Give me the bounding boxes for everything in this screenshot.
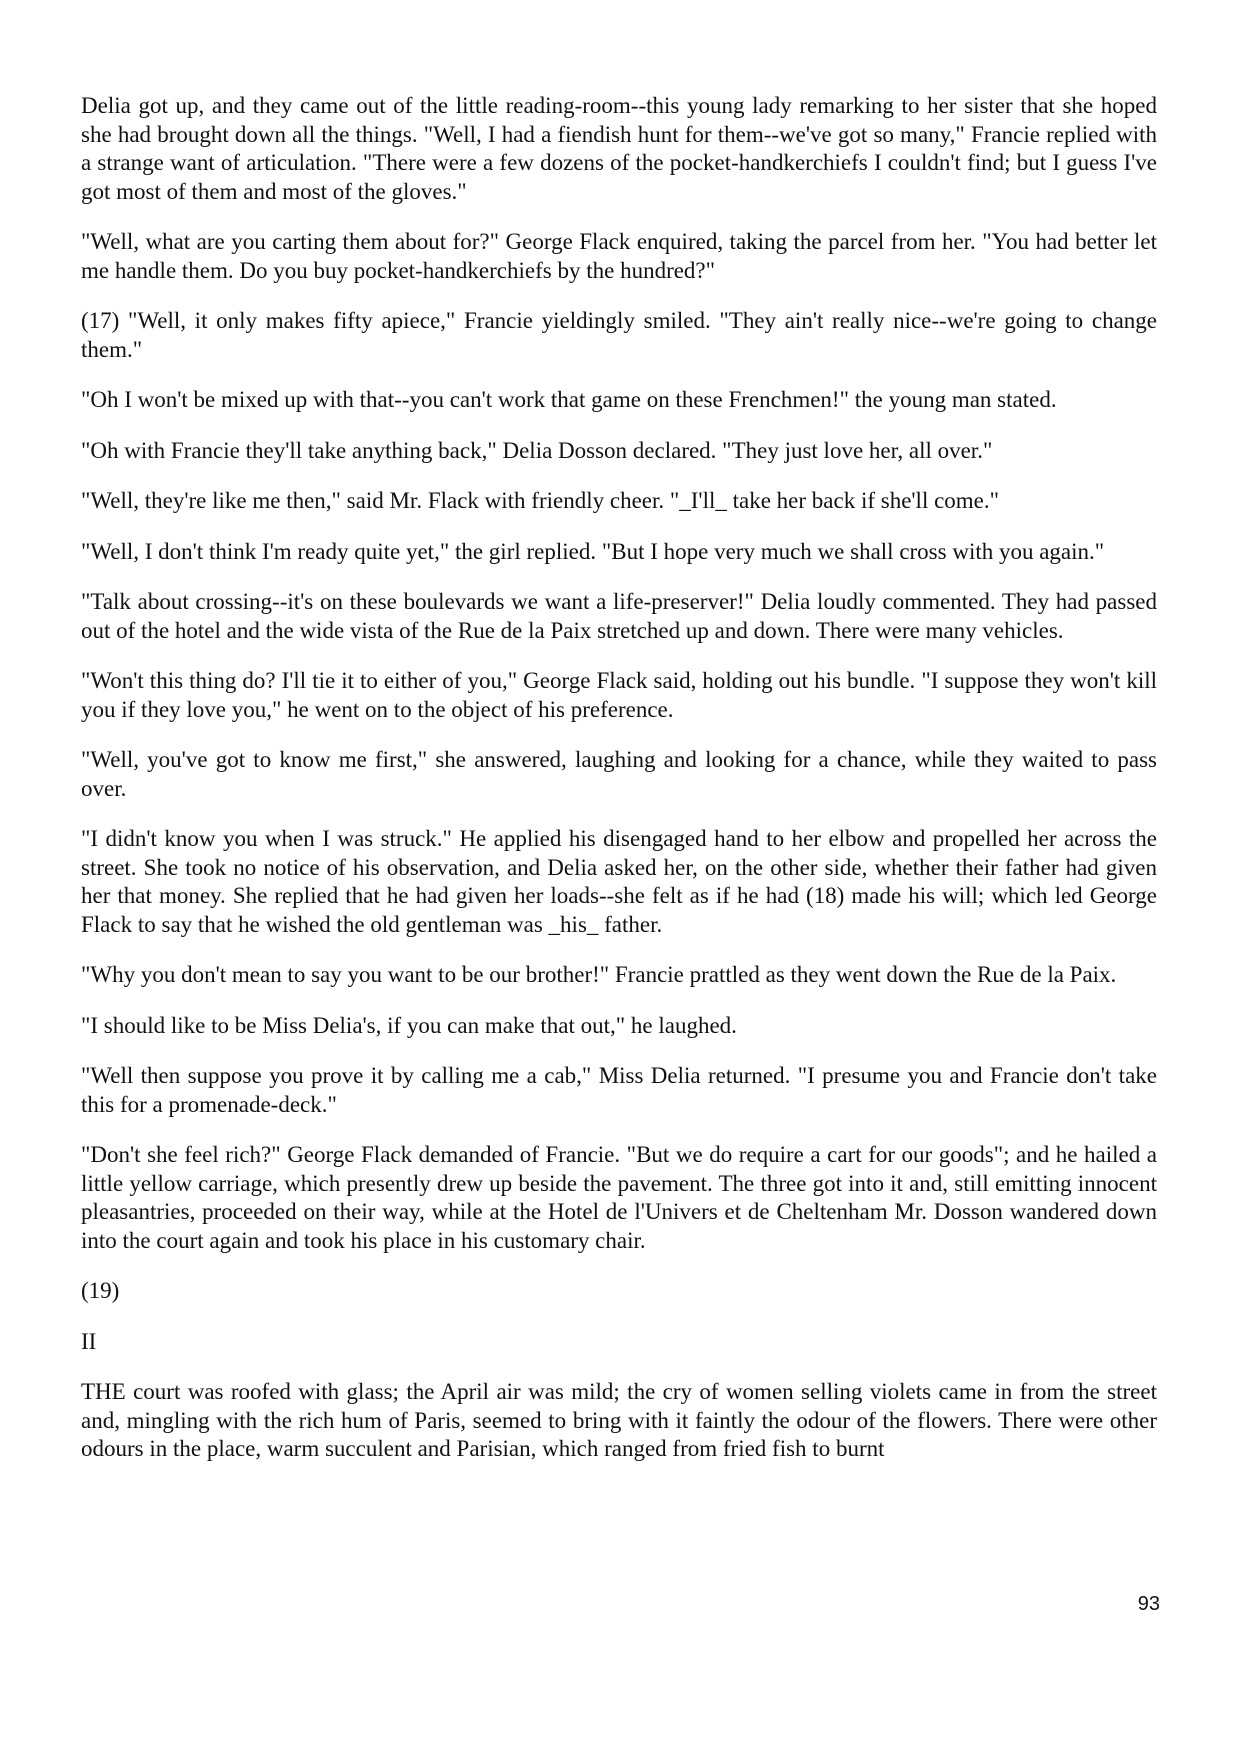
paragraph: THE court was roofed with glass; the April air was mild; the cry of women selling violets came in from the street and, mingling with the rich hum of Paris, seemed to bring with it faintly the odour of the flowers. There were other odours in the place, warm succulent and Parisian, which ranged from fried fish to burnt [81,1379,1157,1461]
body-text [81,92,1157,1486]
paragraph: "I didn't know you when I was struck." He applied his disengaged hand to her elbow and propelled her across the street. She took no notice of his observation, and Delia asked her, on the other side, whether their father had given her that money. She replied that he had given her loads--she felt as if he had (18) made his will; which led George Flack to say that he wished the old gentleman was _his_ father. [81,826,1157,937]
page-number: 93 [1137,1593,1160,1615]
paragraph: "I should like to be Miss Delia's, if you can make that out," he laughed. [81,1012,737,1038]
paragraph: (17) "Well, it only makes fifty apiece," Francie yieldingly smiled. "They ain't really nice--we're going to change them." [81,308,1157,362]
paragraph: "Well, I don't think I'm ready quite yet," the girl replied. "But I hope very much we shall cross with you again." [81,538,1105,564]
paragraph: "Talk about crossing--it's on these boulevards we want a life-preserver!" Delia loudly commented. They had passed out of the hotel and the wide vista of the Rue de la Paix stretched up and down. There were many vehicles. [81,589,1157,643]
paragraph: "Oh with Francie they'll take anything back," Delia Dosson declared. "They just love her, all over." [81,437,993,463]
chapter-heading: II [81,1328,97,1354]
paragraph: "Well, they're like me then," said Mr. Flack with friendly cheer. "_I'll_ take her back if she'll come." [81,488,1000,513]
paragraph: "Well, what are you carting them about for?" George Flack enquired, taking the parcel from her. "You had better let me handle them. Do you buy pocket-handkerchiefs by the hundred?" [81,229,1157,283]
paragraph: "Why you don't mean to say you want to be our brother!" Francie prattled as they went down the Rue de la Paix. [81,962,1117,987]
paragraph: "Well, you've got to know me first," she answered, laughing and looking for a chance, while they waited to pass over. [81,747,1157,801]
paragraph: "Oh I won't be mixed up with that--you can't work that game on these Frenchmen!" the young man stated. [81,387,1057,412]
paragraph: "Won't this thing do? I'll tie it to either of you," George Flack said, holding out his bundle. "I suppose they won't kill you if they love you," he went on to the object of his preference. [81,668,1157,722]
paragraph: Delia got up, and they came out of the little reading-room--this young lady remarking to her sister that she hoped she had brought down all the things. "Well, I had a fiendish hunt for them--we've got so many," Francie replied with a strange want of articulation. "There were a few dozens of the pocket-handkerchiefs I couldn't find; but I guess I've got most of them and most of the gloves." [81,93,1157,204]
page-marker: (19) [81,1278,120,1303]
paragraph: "Don't she feel rich?" George Flack demanded of Francie. "But we do require a cart for our goods"; and he hailed a little yellow carriage, which presently drew up beside the pavement. The three got into it and, still emitting innocent pleasantries, proceeded on their way, while at the Hotel de l'Univers et de Cheltenham Mr. Dosson wandered down into the court again and took his place in his customary chair. [81,1142,1157,1253]
paragraph: "Well then suppose you prove it by calling me a cab," Miss Delia returned. "I presume you and Francie don't take this for a promenade-deck." [81,1063,1157,1117]
